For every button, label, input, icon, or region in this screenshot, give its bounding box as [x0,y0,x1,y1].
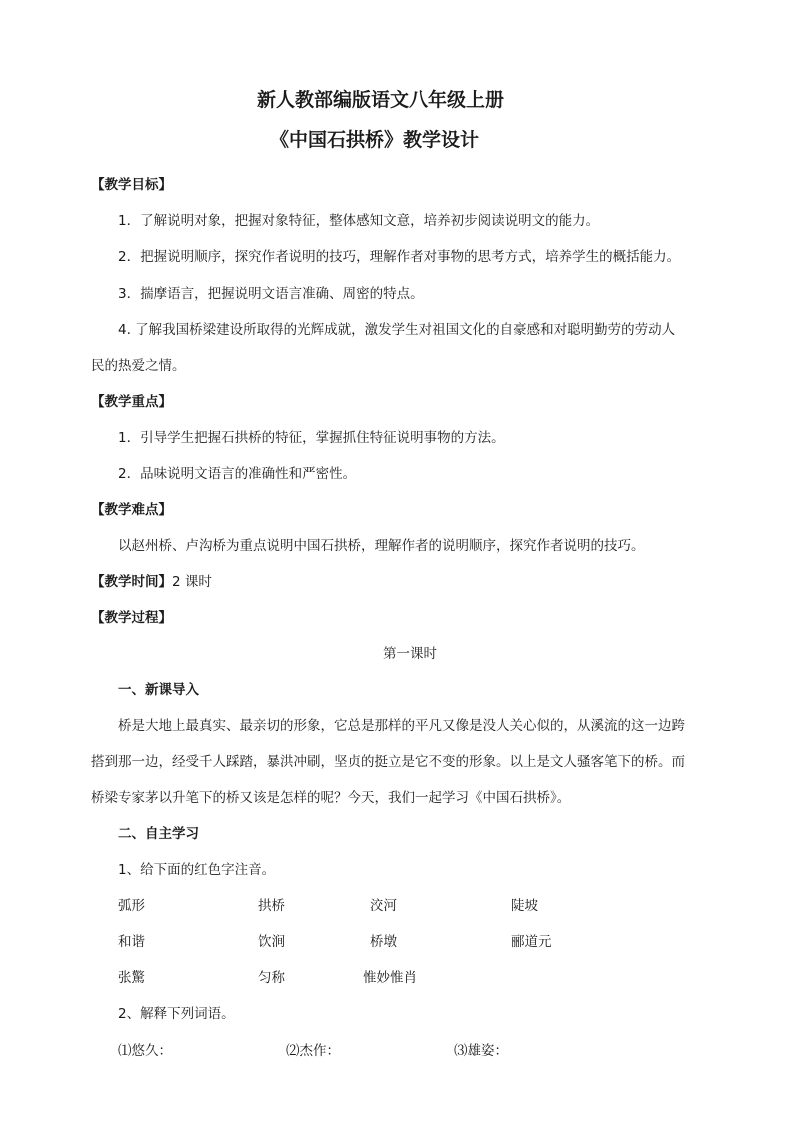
vocab-word: 桥墩 [370,934,397,950]
document-subtitle: 《中国石拱桥》教学设计 [270,129,480,151]
difficulty-text: 以赵州桥、卢沟桥为重点说明中国石拱桥，理解作者的说明顺序，探究作者说明的技巧。 [118,538,645,554]
focus-item: 1．引导学生把握石拱桥的特征，掌握抓住特征说明事物的方法。 [118,430,505,446]
time-line [91,573,212,591]
vocab-word: 拱桥 [258,898,285,914]
vocab-word: 饮涧 [258,934,285,950]
task-definitions: 2、解释下列词语。 [118,1006,235,1022]
definition-item: ⑶雄姿： [454,1043,508,1059]
process-heading: 【教学过程】 [91,610,172,626]
task-pinyin: 1、给下面的红色字注音。 [118,862,276,878]
time-value: 2 课时 [172,574,212,590]
goal-item: 1．了解说明对象，把握对象特征，整体感知文意，培养初步阅读说明文的能力。 [118,213,600,229]
definition-item: ⑴悠久： [118,1043,172,1059]
focus-heading: 【教学重点】 [91,394,172,410]
lesson-label: 第一课时 [383,646,437,662]
intro-paragraph-line: 桥梁专家茅以升笔下的桥又该是怎样的呢？今天，我们一起学习《中国石拱桥》。 [91,790,571,806]
goals-heading: 【教学目标】 [91,177,172,193]
section-intro-heading: 一、新课导入 [118,682,199,698]
time-heading: 【教学时间】 [91,574,172,590]
goal-item-continued: 民的热爱之情。 [91,358,186,374]
vocab-word: 弧形 [118,898,145,914]
definition-item: ⑵杰作： [286,1043,340,1059]
vocab-word: 张驚 [118,970,145,986]
goal-item: 4. 了解我国桥梁建设所取得的光辉成就，激发学生对祖国文化的自豪感和对聪明勤劳的劳动人 [118,322,676,338]
intro-paragraph-line: 搭到那一边，经受千人踩踏，暴洪冲刷，坚贞的挺立是它不变的形象。以上是文人骚客笔下的桥。而 [91,754,685,770]
document-title: 新人教部编版语文八年级上册 [257,89,505,111]
vocab-word: 陡坡 [511,898,538,914]
focus-item: 2．品味说明文语言的准确性和严密性。 [118,466,357,482]
difficulty-heading: 【教学难点】 [91,502,172,518]
section-selfstudy-heading: 二、自主学习 [118,826,199,842]
intro-paragraph-line: 桥是大地上最真实、最亲切的形象，它总是那样的平凡又像是没人关心似的，从溪流的这一边跨 [118,718,685,734]
vocab-word: 惟妙惟肖 [363,970,417,986]
vocab-word: 匀称 [258,970,285,986]
goal-item: 2．把握说明顺序，探究作者说明的技巧，理解作者对事物的思考方式，培养学生的概括能力。 [118,249,681,265]
goal-item: 3．揣摩语言，把握说明文语言准确、周密的特点。 [118,286,424,302]
vocab-word: 洨河 [370,898,397,914]
vocab-word: 郦道元 [511,934,552,950]
vocab-word: 和谐 [118,934,145,950]
